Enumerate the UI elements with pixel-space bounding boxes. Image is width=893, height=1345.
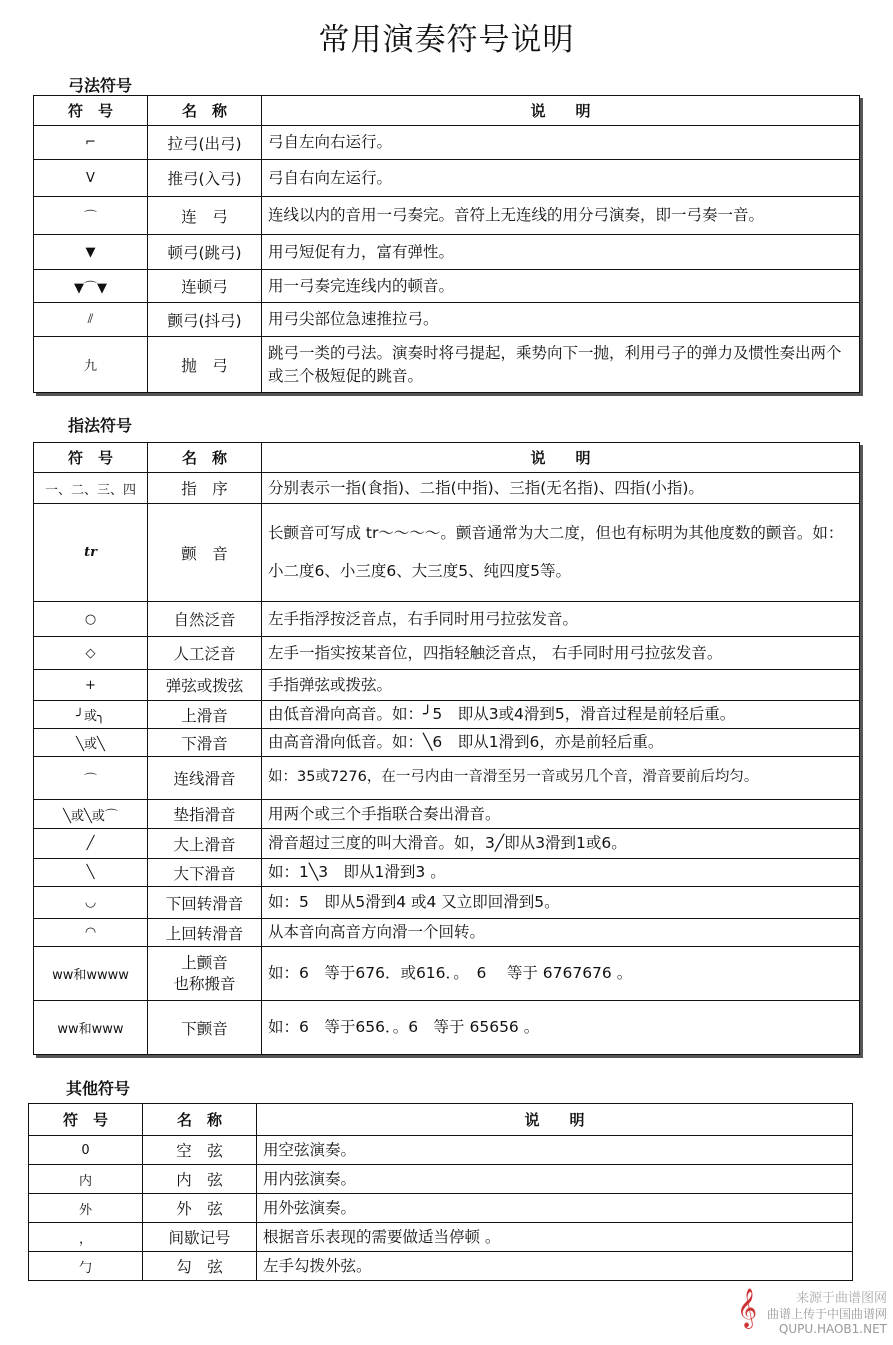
name-cell: 人工泛音 <box>148 637 262 670</box>
symbol-cell: ⌐ <box>34 126 148 160</box>
header-symbol: 符 号 <box>34 96 148 126</box>
desc-cell: 弓自左向右运行。 <box>262 126 860 160</box>
table-row <box>34 859 860 887</box>
desc-cell: 如：6 等于676．或616．。 6 等于 6767676 。 <box>262 947 860 1001</box>
header-desc: 说 明 <box>262 96 860 126</box>
table-row <box>34 887 860 919</box>
desc-cell: 用一弓奏完连线内的顿音。 <box>262 270 860 303</box>
symbol-cell: 0 <box>29 1136 143 1165</box>
table-row <box>29 1136 853 1165</box>
section-title-fingering: 指法符号 <box>68 416 133 435</box>
watermark <box>736 1287 887 1337</box>
desc-cell: 左手勾拨外弦。 <box>257 1252 853 1281</box>
desc-cell: 手指弹弦或拨弦。 <box>262 670 860 701</box>
desc-cell: 用空弦演奏。 <box>257 1136 853 1165</box>
name-cell: 颤弓(抖弓) <box>148 303 262 337</box>
table-row <box>29 1165 853 1194</box>
table-header-row <box>29 1104 853 1136</box>
name-cell: 大上滑音 <box>148 829 262 859</box>
symbol-cell: ◡ <box>34 887 148 919</box>
symbol-cell: 九 <box>34 337 148 393</box>
treble-clef-icon: 𝄞 <box>736 1287 758 1328</box>
table-row <box>34 947 860 1001</box>
name-cell: 大下滑音 <box>148 859 262 887</box>
fingering-table <box>33 442 860 1055</box>
table-row <box>34 160 860 197</box>
name-cell: 顿弓(跳弓) <box>148 235 262 270</box>
name-cell: 上滑音 <box>148 701 262 729</box>
table-row <box>34 757 860 800</box>
symbol-cell: 一、二、三、四 <box>34 473 148 504</box>
symbol-cell: ╯或╮ <box>34 701 148 729</box>
symbol-cell: 内 <box>29 1165 143 1194</box>
name-cell: 连顿弓 <box>148 270 262 303</box>
header-desc: 说 明 <box>257 1104 853 1136</box>
symbol-cell: V <box>34 160 148 197</box>
name-cell: 推弓(入弓) <box>148 160 262 197</box>
header-name: 名 称 <box>148 96 262 126</box>
desc-cell: 跳弓一类的弓法。演奏时将弓提起，乘势向下一抛，利用弓子的弹力及惯性奏出两个或三个极短促的跳音。 <box>262 337 860 393</box>
symbol-cell: ╲或╲或⌒ <box>34 800 148 829</box>
desc-cell: 如：5 即从5滑到4 或4 又立即回滑到5。 <box>262 887 860 919</box>
table-row <box>34 1001 860 1055</box>
symbol-cell: ⌒ <box>34 197 148 235</box>
name-cell: 下滑音 <box>148 729 262 757</box>
header-symbol: 符 号 <box>34 443 148 473</box>
name-cell: 拉弓(出弓) <box>148 126 262 160</box>
table-row <box>29 1194 853 1223</box>
watermark-line-2: 曲谱上传于中国曲谱网 <box>766 1307 887 1321</box>
section-title-other: 其他符号 <box>66 1079 131 1098</box>
table-row <box>34 303 860 337</box>
desc-cell: 根据音乐表现的需要做适当停顿 。 <box>257 1223 853 1252</box>
name-cell: 下回转滑音 <box>148 887 262 919</box>
name-cell: 指 序 <box>148 473 262 504</box>
desc-cell: 由低音滑向高音。如：╯5 即从3或4滑到5，滑音过程是前轻后重。 <box>262 701 860 729</box>
desc-cell: 分别表示一指(食指)、二指(中指)、三指(无名指)、四指(小指)。 <box>262 473 860 504</box>
desc-cell: 如：1╲3 即从1滑到3 。 <box>262 859 860 887</box>
name-cell: 下颤音 <box>148 1001 262 1055</box>
desc-cell: 用弓尖部位急速推拉弓。 <box>262 303 860 337</box>
symbol-cell: ◇ <box>34 637 148 670</box>
header-desc: 说 明 <box>262 443 860 473</box>
name-cell: 抛 弓 <box>148 337 262 393</box>
header-symbol: 符 号 <box>29 1104 143 1136</box>
table-row <box>34 270 860 303</box>
page-title: 常用演奏符号说明 <box>318 22 575 58</box>
symbol-cell: ▼⌒▼ <box>34 270 148 303</box>
name-cell: 空 弦 <box>143 1136 257 1165</box>
table-row <box>34 729 860 757</box>
watermark-line-1: 来源于曲谱图网 <box>795 1290 887 1306</box>
header-name: 名 称 <box>148 443 262 473</box>
symbol-cell: ◠ <box>34 919 148 947</box>
name-cell: 外 弦 <box>143 1194 257 1223</box>
section-title-bowing: 弓法符号 <box>68 76 133 95</box>
table-row <box>34 473 860 504</box>
watermark-line-3: QUPU.HAOB1.NET <box>778 1322 887 1336</box>
table-header-row <box>34 443 860 473</box>
desc-cell: 左手一指实按某音位，四指轻触泛音点， 右手同时用弓拉弦发音。 <box>262 637 860 670</box>
table-row <box>29 1223 853 1252</box>
symbol-cell: ╱ <box>34 829 148 859</box>
table-row <box>34 800 860 829</box>
symbol-cell: ⌒ <box>34 757 148 800</box>
table-row <box>34 670 860 701</box>
symbol-cell: tr <box>34 504 148 602</box>
name-cell: 上颤音 也称搬音 <box>148 947 262 1001</box>
symbol-cell: ， <box>29 1223 143 1252</box>
desc-cell: 用内弦演奏。 <box>257 1165 853 1194</box>
header-name: 名 称 <box>143 1104 257 1136</box>
symbol-cell: ╲ <box>34 859 148 887</box>
desc-cell: 连线以内的音用一弓奏完。音符上无连线的用分弓演奏，即一弓奏一音。 <box>262 197 860 235</box>
symbol-cell: ▼ <box>34 235 148 270</box>
symbol-cell: 外 <box>29 1194 143 1223</box>
name-cell: 间歇记号 <box>143 1223 257 1252</box>
table-row <box>34 504 860 602</box>
other-table <box>28 1103 853 1281</box>
table-row <box>34 602 860 637</box>
name-cell: 上回转滑音 <box>148 919 262 947</box>
desc-cell: 长颤音可写成 tr～～～～。颤音通常为大二度，但也有标明为其他度数的颤音。如：小二度6、小三度6、大三度5、纯四度5等。 <box>262 504 860 602</box>
table-row <box>34 637 860 670</box>
symbol-cell: ○ <box>34 602 148 637</box>
desc-cell: 从本音向高音方向滑一个回转。 <box>262 919 860 947</box>
symbol-cell: 勹 <box>29 1252 143 1281</box>
desc-cell: 滑音超过三度的叫大滑音。如，3╱即从3滑到1或6。 <box>262 829 860 859</box>
table-row <box>29 1252 853 1281</box>
name-cell: 垫指滑音 <box>148 800 262 829</box>
name-cell: 内 弦 <box>143 1165 257 1194</box>
table-row <box>34 337 860 393</box>
desc-cell: 如：6 等于656．。6 等于 65656 。 <box>262 1001 860 1055</box>
name-cell: 颤 音 <box>148 504 262 602</box>
name-cell: 弹弦或拨弦 <box>148 670 262 701</box>
symbol-cell: ww和wwww <box>34 947 148 1001</box>
desc-cell: 用外弦演奏。 <box>257 1194 853 1223</box>
symbol-cell: + <box>34 670 148 701</box>
desc-cell: 用两个或三个手指联合奏出滑音。 <box>262 800 860 829</box>
table-row <box>34 919 860 947</box>
symbol-cell: ╲或╲ <box>34 729 148 757</box>
desc-cell: 由高音滑向低音。如：╲6 即从1滑到6，亦是前轻后重。 <box>262 729 860 757</box>
table-row <box>34 235 860 270</box>
desc-cell: 如：35或7276，在一弓内由一音滑至另一音或另几个音，滑音要前后均匀。 <box>262 757 860 800</box>
desc-cell: 左手指浮按泛音点，右手同时用弓拉弦发音。 <box>262 602 860 637</box>
name-cell: 自然泛音 <box>148 602 262 637</box>
table-row <box>34 701 860 729</box>
desc-cell: 用弓短促有力，富有弹性。 <box>262 235 860 270</box>
name-cell: 连 弓 <box>148 197 262 235</box>
table-row <box>34 197 860 235</box>
symbol-cell: ww和www <box>34 1001 148 1055</box>
symbol-cell: ⫽ <box>34 303 148 337</box>
table-row <box>34 829 860 859</box>
table-row <box>34 126 860 160</box>
desc-cell: 弓自右向左运行。 <box>262 160 860 197</box>
name-cell: 勾 弦 <box>143 1252 257 1281</box>
table-header-row <box>34 96 860 126</box>
name-cell: 连线滑音 <box>148 757 262 800</box>
bowing-table <box>33 95 860 393</box>
